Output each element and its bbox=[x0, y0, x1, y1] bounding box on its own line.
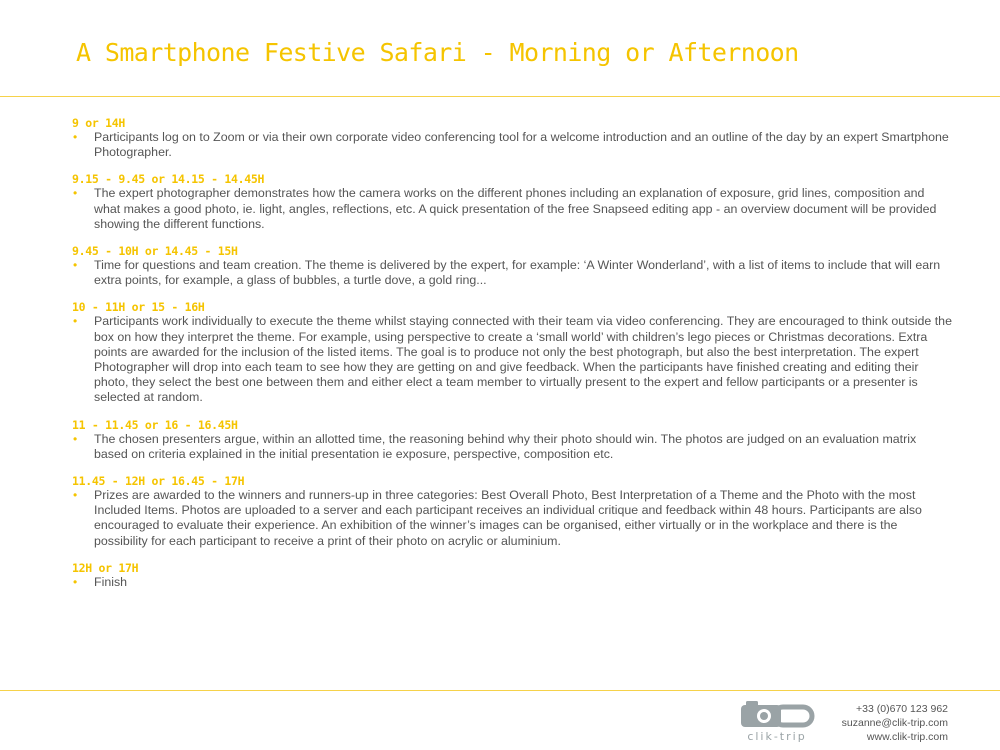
camera-chain-link-icon bbox=[740, 700, 816, 730]
item-description: • The chosen presenters argue, within an allotted time, the reasoning behind why their photo should win. The photos are judged on an evaluation matrix based on criteria explained in the initial presentation ie exposure, perspective, composition etc. bbox=[72, 432, 952, 462]
footer-divider bbox=[0, 690, 1000, 691]
schedule-item bbox=[72, 244, 952, 288]
time-slot: 9 or 14H bbox=[72, 116, 125, 130]
contact-phone: +33 (0)670 123 962 bbox=[856, 703, 948, 715]
schedule bbox=[72, 116, 952, 602]
time-slot: 9.45 - 10H or 14.45 - 15H bbox=[72, 244, 238, 259]
schedule-item bbox=[72, 116, 952, 160]
company-logo bbox=[738, 700, 818, 746]
schedule-item bbox=[72, 418, 952, 462]
item-description: • Prizes are awarded to the winners and runners-up in three categories: Best Overall Photo, Best Interpretation of a Theme and the Photo with the most Included Items. Photos are uploaded to a server and each participant receives an individual critique and feedback within 48 hours. Participants are also encouraged to evaluate their experience. An exhibition of the winner’s images can be organised, either virtually or in the workplace and there is the possibility for each participant to receive a print of their photo on acrylic or aluminium. bbox=[72, 488, 952, 549]
schedule-item bbox=[72, 561, 952, 590]
contact-email[interactable]: suzanne@clik-trip.com bbox=[841, 717, 948, 729]
time-slot: 11 - 11.45 or 16 - 16.45H bbox=[72, 417, 238, 432]
contact-info bbox=[842, 702, 948, 744]
schedule-item bbox=[72, 172, 952, 232]
contact-website[interactable]: www.clik-trip.com bbox=[866, 731, 948, 743]
item-description: • The expert photographer demonstrates how the camera works on the different phones including an explanation of exposure, grid lines, composition and what makes a good photo, ie. light, angles, reflections, etc. A quick presentation of the free Snapseed editing app - an overview document will be provided showing the different functions. bbox=[72, 186, 952, 232]
time-slot: 12H or 17H bbox=[72, 560, 139, 575]
schedule-item bbox=[72, 474, 952, 549]
schedule-item bbox=[72, 300, 952, 405]
time-slot: 10 - 11H or 15 - 16H bbox=[72, 300, 205, 315]
page-title: A Smartphone Festive Safari - Morning or Afternoon bbox=[76, 38, 799, 67]
header-divider bbox=[0, 96, 1000, 97]
logo-wordmark: clik-trip bbox=[747, 730, 807, 743]
item-description: • Time for questions and team creation. The theme is delivered by the expert, for example: ‘A Winter Wonderland’, with a list of items to include that will earn extra points, for example, a glass of bubbles, a turtle dove, a gold ring... bbox=[72, 258, 952, 288]
item-description: • Participants log on to Zoom or via their own corporate video conferencing tool for a welcome introduction and an outline of the day by an expert Smartphone Photographer. bbox=[72, 130, 952, 160]
item-description: • Finish bbox=[72, 575, 952, 590]
item-description: • Participants work individually to execute the theme whilst staying connected with their team via video conferencing. They are encouraged to think outside the box on how they interpret the theme. For example, using perspective to create a ‘small world’ with children’s lego pieces or Christmas decorations. Extra points are awarded for the inclusion of the listed items. The goal is to produce not only the best photograph, but also the best interpretation. The expert Photographer will drop into each team to see how they are getting on and give feedback. When the participants have finished creating and editing their photo, they select the best one between them and either elect a team member to virtually present to the expert and fellow participants or a presenter is selected at random. bbox=[72, 314, 952, 405]
time-slot: 9.15 - 9.45 or 14.15 - 14.45H bbox=[72, 172, 265, 187]
time-slot: 11.45 - 12H or 16.45 - 17H bbox=[72, 474, 245, 489]
